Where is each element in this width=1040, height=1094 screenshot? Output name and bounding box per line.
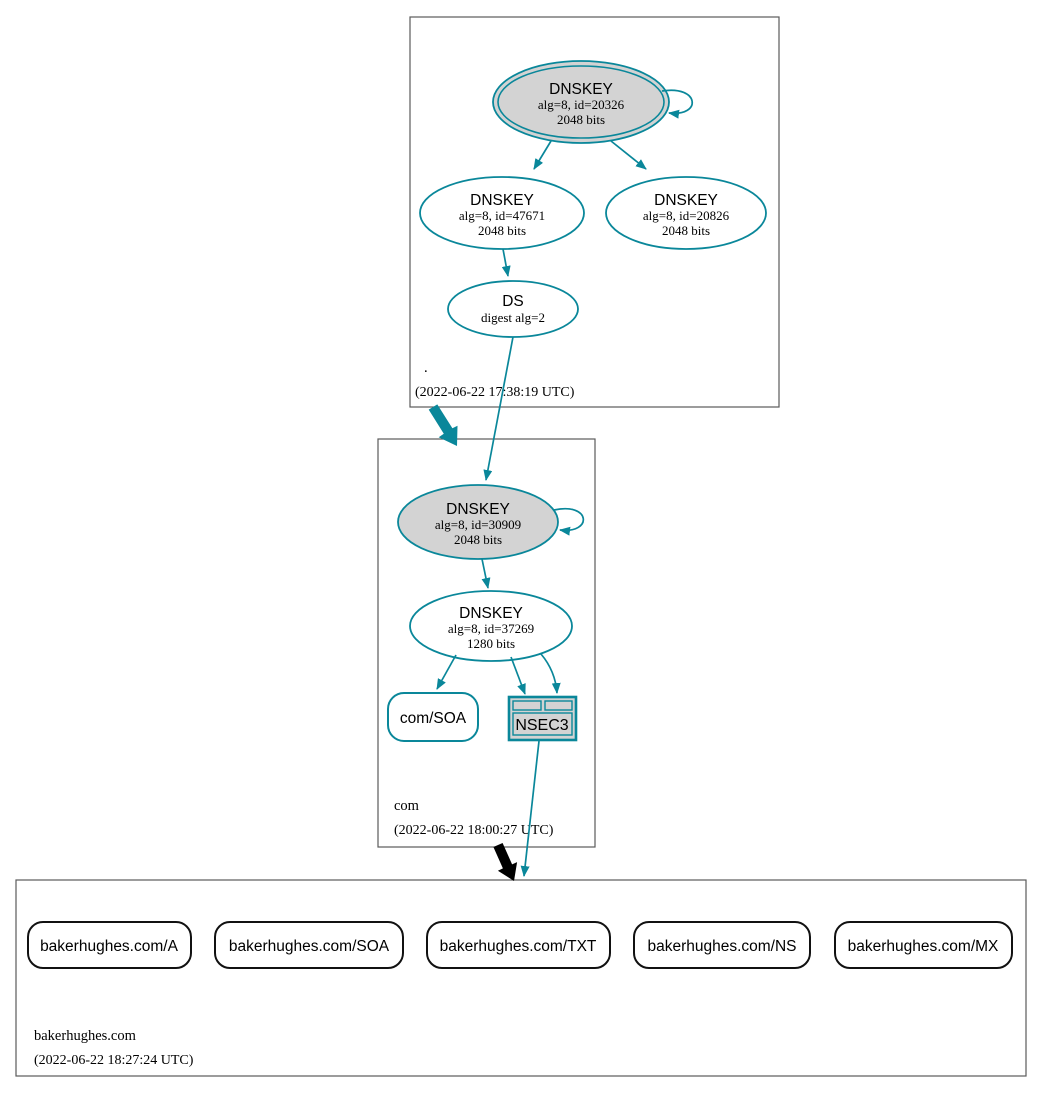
edge-ksk20326-dnskey47671 [534,141,551,169]
node-rrset-a[interactable] [28,922,191,968]
node-nsec3[interactable] [509,697,576,740]
zone-root [410,17,779,407]
dnskey-detail: alg=8, id=47671 [458,208,546,223]
rrset-label: bakerhughes.com/TXT [439,938,597,955]
node-rrset-ns[interactable] [634,922,810,968]
edge-dnskey47671-ds [503,249,508,276]
ds-detail: digest alg=2 [480,310,546,325]
nsec3-label: NSEC3 [515,717,569,734]
dnskey-size: 1280 bits [466,636,516,651]
edge-dnskey37269-nsec3-left [511,657,525,694]
dnskey-detail: alg=8, id=30909 [434,517,522,532]
edge-ksk20326-dnskey20826 [611,141,646,169]
zone-name-com: com [394,798,419,814]
ds-title: DS [502,293,524,310]
dnskey-title: DNSKEY [654,192,718,209]
rrset-label: bakerhughes.com/SOA [228,938,390,955]
dnskey-title: DNSKEY [459,605,523,622]
rrset-label: bakerhughes.com/NS [647,938,797,955]
dnskey-detail: alg=8, id=37269 [447,621,535,636]
dnskey-size: 2048 bits [556,112,606,127]
node-com-soa[interactable] [388,693,478,741]
delegation-arrow-root-com [429,404,458,446]
dnskey-detail: alg=8, id=20826 [642,208,730,223]
zone-timestamp-bakerhughes: (2022-06-22 18:27:24 UTC) [34,1053,194,1068]
node-dnskey-30909[interactable] [398,485,558,559]
dnskey-detail: alg=8, id=20326 [537,97,625,112]
zone-bakerhughes [16,880,1026,1076]
zone-com [378,439,595,847]
edge-dnskey30909-dnskey37269 [482,559,488,588]
node-ds[interactable] [448,281,578,337]
zone-box-bakerhughes [16,880,1026,1076]
edge-nsec3-bakerhughes [524,741,539,876]
dnskey-size: 2048 bits [661,223,711,238]
dnskey-title: DNSKEY [549,81,613,98]
nsec3-cell-right [545,701,572,710]
zone-timestamp-root: (2022-06-22 17:38:19 UTC) [415,385,575,400]
dnskey-size: 2048 bits [477,223,527,238]
node-dnskey-20826[interactable] [606,177,766,249]
zone-name-bakerhughes: bakerhughes.com [34,1028,136,1044]
dnskey-size: 2048 bits [453,532,503,547]
dnskey-title: DNSKEY [470,192,534,209]
node-rrset-mx[interactable] [835,922,1012,968]
node-rrset-txt[interactable] [427,922,610,968]
zone-timestamp-com: (2022-06-22 18:00:27 UTC) [394,823,554,838]
node-dnskey-20326[interactable] [493,61,669,143]
rrset-label: bakerhughes.com/MX [847,938,999,955]
rrset-label: bakerhughes.com/A [40,938,178,955]
edge-ds-dnskey30909 [486,337,513,480]
node-dnskey-37269[interactable] [410,591,572,661]
node-dnskey-47671[interactable] [420,177,584,249]
rrset-label: com/SOA [399,710,467,727]
dnskey-title: DNSKEY [446,501,510,518]
zone-name-root: . [424,360,428,376]
delegation-arrow-com-bakerhughes [493,843,517,881]
edge-dnskey37269-nsec3-right [541,654,557,693]
edge-dnskey37269-comsoa [437,655,456,689]
node-rrset-soa[interactable] [215,922,403,968]
nsec3-cell-left [513,701,541,710]
